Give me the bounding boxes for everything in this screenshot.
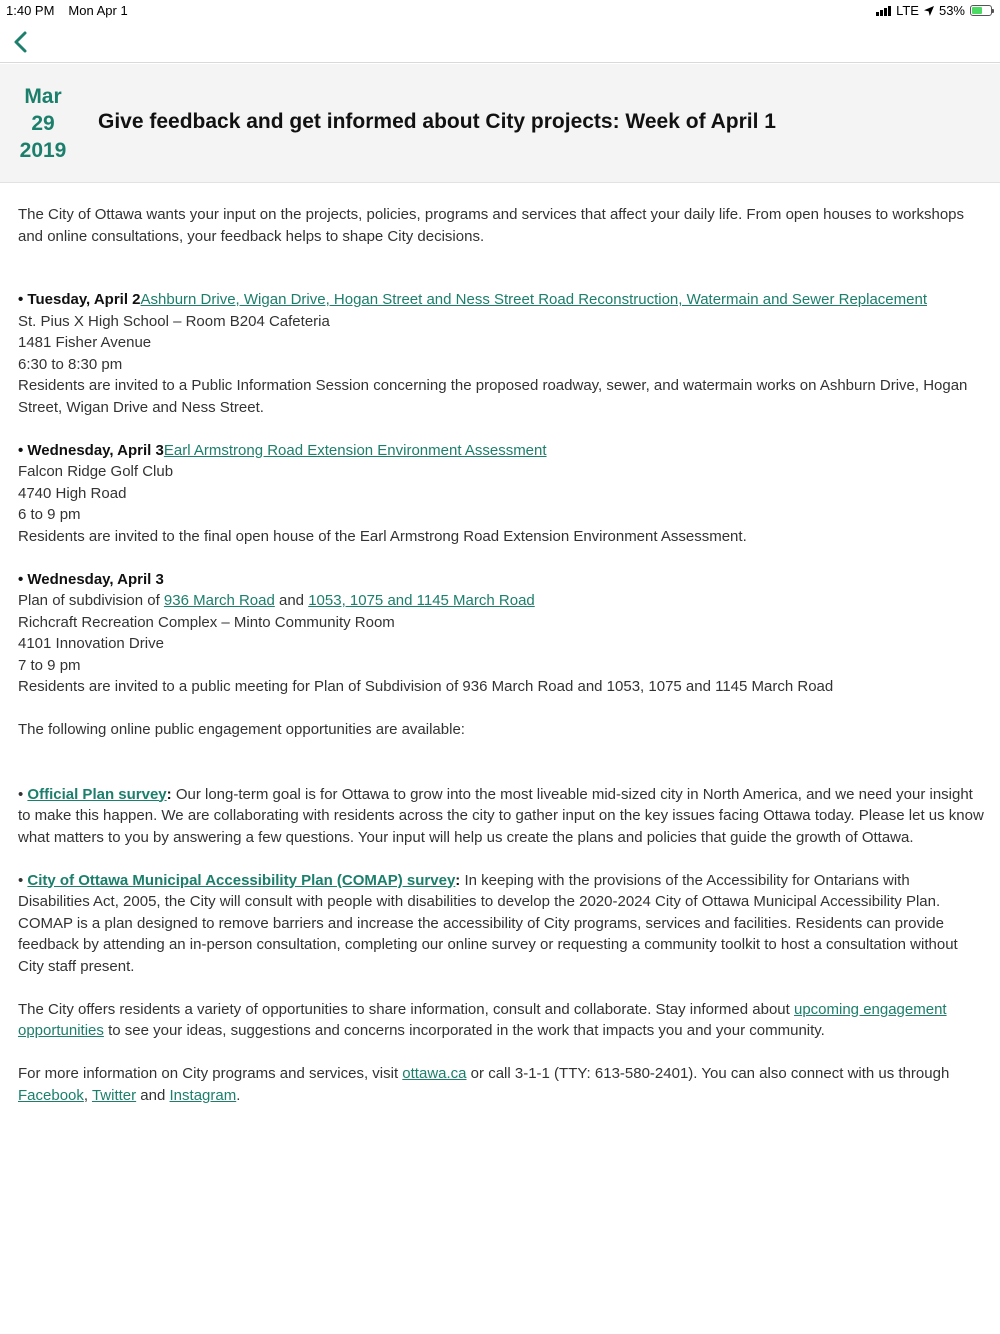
- bullet: •: [18, 871, 28, 889]
- online-item-official-plan: [18, 784, 984, 849]
- engagement-paragraph: [18, 999, 984, 1042]
- date-day: 29: [31, 112, 55, 135]
- status-bar: [0, 0, 1000, 22]
- event-address: 4740 High Road: [18, 484, 127, 502]
- event-description: Residents are invited to the final open house of the Earl Armstrong Road Extension Environment Assessment.: [18, 527, 747, 545]
- page-title: Give feedback and get informed about City projects: Week of April 1: [98, 110, 776, 133]
- bullet: •: [18, 785, 28, 803]
- status-time: 1:40 PM: [6, 3, 55, 18]
- event-address: 1481 Fisher Avenue: [18, 334, 152, 351]
- event-venue: Richcraft Recreation Complex – Minto Community Room: [18, 613, 395, 631]
- event-description: Residents are invited to a public meeting for Plan of Subdivision of 936 March Road and 1053, 1075 and 1145 March Road: [18, 678, 834, 695]
- nav-bar: [0, 22, 1000, 63]
- event-day: • Wednesday, April 3: [18, 441, 164, 459]
- plan-link-1053[interactable]: 1053, 1075 and 1145 March Road: [308, 592, 535, 609]
- event-heading: [18, 289, 984, 311]
- article-header: [0, 64, 1000, 183]
- upcoming-engagement-link[interactable]: upcoming engagement opportunities: [18, 1000, 947, 1039]
- event-time: 6 to 9 pm: [18, 506, 81, 523]
- event-heading: [18, 569, 984, 591]
- status-date: Mon Apr 1: [68, 3, 128, 18]
- engagement-prefix: The City offers residents a variety of opportunities to share information, consult and collaborate. Stay informed about: [18, 1000, 794, 1018]
- online-item-text: In keeping with the provisions of the Accessibility for Ontarians with Disabilities Act, 2005, the City will consult with people with disabilities to develop the 2020-2024 City of Ottawa Municipal Accessibility Plan. COMAP is a plan designed to remove barriers and increase the accessibility of City programs, services and facilities. Residents can provide feedback by attending an in-person consultation, completing our online survey or requesting a community toolkit to host a consultation without City staff present.: [18, 871, 958, 975]
- more-info-prefix: For more information on City programs and services, visit: [18, 1065, 403, 1082]
- colon: :: [166, 785, 172, 803]
- event-day: • Tuesday, April 2: [18, 291, 141, 308]
- date-year: 2019: [19, 139, 67, 162]
- article-date: [8, 83, 78, 164]
- ottawa-ca-link[interactable]: ottawa.ca: [402, 1065, 467, 1082]
- comma: ,: [83, 1086, 92, 1104]
- event-time: 6:30 to 8:30 pm: [18, 355, 123, 373]
- engagement-suffix: to see your ideas, suggestions and concerns incorporated in the work that impacts you and your community.: [103, 1022, 825, 1039]
- plan-link-936[interactable]: 936 March Road: [163, 592, 275, 609]
- signal-icon: [876, 6, 891, 16]
- plan-mid: and: [274, 592, 309, 609]
- event-address: 4101 Innovation Drive: [18, 635, 164, 652]
- intro-paragraph: The City of Ottawa wants your input on the projects, policies, programs and services that affect your daily life. From open houses to workshops and online consultations, your feedback helps to shape City decisions.: [18, 206, 965, 245]
- official-plan-survey-link[interactable]: Official Plan survey: [27, 785, 167, 803]
- event-item: [18, 440, 984, 548]
- twitter-link[interactable]: Twitter: [91, 1086, 137, 1104]
- back-button[interactable]: [8, 26, 36, 58]
- battery-icon: [970, 5, 992, 16]
- more-info-paragraph: [18, 1063, 984, 1106]
- event-link[interactable]: Earl Armstrong Road Extension Environment Assessment: [163, 441, 547, 459]
- plan-prefix: Plan of subdivision of: [18, 592, 164, 609]
- event-venue: Falcon Ridge Golf Club: [18, 463, 174, 480]
- status-right: [876, 3, 992, 18]
- and-text: and: [136, 1086, 170, 1104]
- chevron-left-icon: [8, 26, 36, 58]
- event-item: [18, 569, 984, 698]
- network-label: LTE: [896, 3, 919, 18]
- comap-survey-link[interactable]: City of Ottawa Municipal Accessibility Plan (COMAP) survey: [27, 871, 456, 889]
- instagram-link[interactable]: Instagram: [169, 1086, 237, 1104]
- event-link[interactable]: Ashburn Drive, Wigan Drive, Hogan Street and Ness Street Road Reconstruction, Watermain and Sewer Replacement: [140, 291, 927, 308]
- period: .: [236, 1086, 241, 1104]
- battery-level-fill: [972, 7, 982, 14]
- colon: :: [455, 871, 461, 889]
- event-plan: [18, 590, 984, 612]
- event-day: • Wednesday, April 3: [18, 570, 164, 588]
- event-item: [18, 289, 984, 418]
- online-intro: The following online public engagement opportunities are available:: [18, 721, 465, 738]
- facebook-link[interactable]: Facebook: [18, 1086, 84, 1104]
- event-heading: [18, 440, 984, 462]
- battery-percent: 53%: [938, 3, 965, 18]
- article-body: [18, 204, 984, 1106]
- more-info-middle: or call 3-1-1 (TTY: 613-580-2401). You can also connect with us through: [466, 1065, 950, 1082]
- date-month: Mar: [24, 85, 62, 108]
- status-left: [6, 3, 142, 18]
- online-item-text: Our long-term goal is for Ottawa to grow into the most liveable mid-sized city in North America, and we need your insight to make this happen. We are collaborating with residents across the city to gather input on the key issues facing Ottawa today. Please let us know what matters to you by answering a few questions. Your input will help us create the plans and policies that guide the growth of Ottawa.: [18, 785, 984, 846]
- event-description: Residents are invited to a Public Information Session concerning the proposed roadway, sewer, and watermain works on Ashburn Drive, Hogan Street, Wigan Drive and Ness Street.: [18, 377, 968, 416]
- location-arrow-icon: [924, 6, 934, 16]
- event-time: 7 to 9 pm: [18, 656, 81, 674]
- online-item-comap: [18, 870, 984, 978]
- event-venue: St. Pius X High School – Room B204 Cafeteria: [18, 312, 330, 330]
